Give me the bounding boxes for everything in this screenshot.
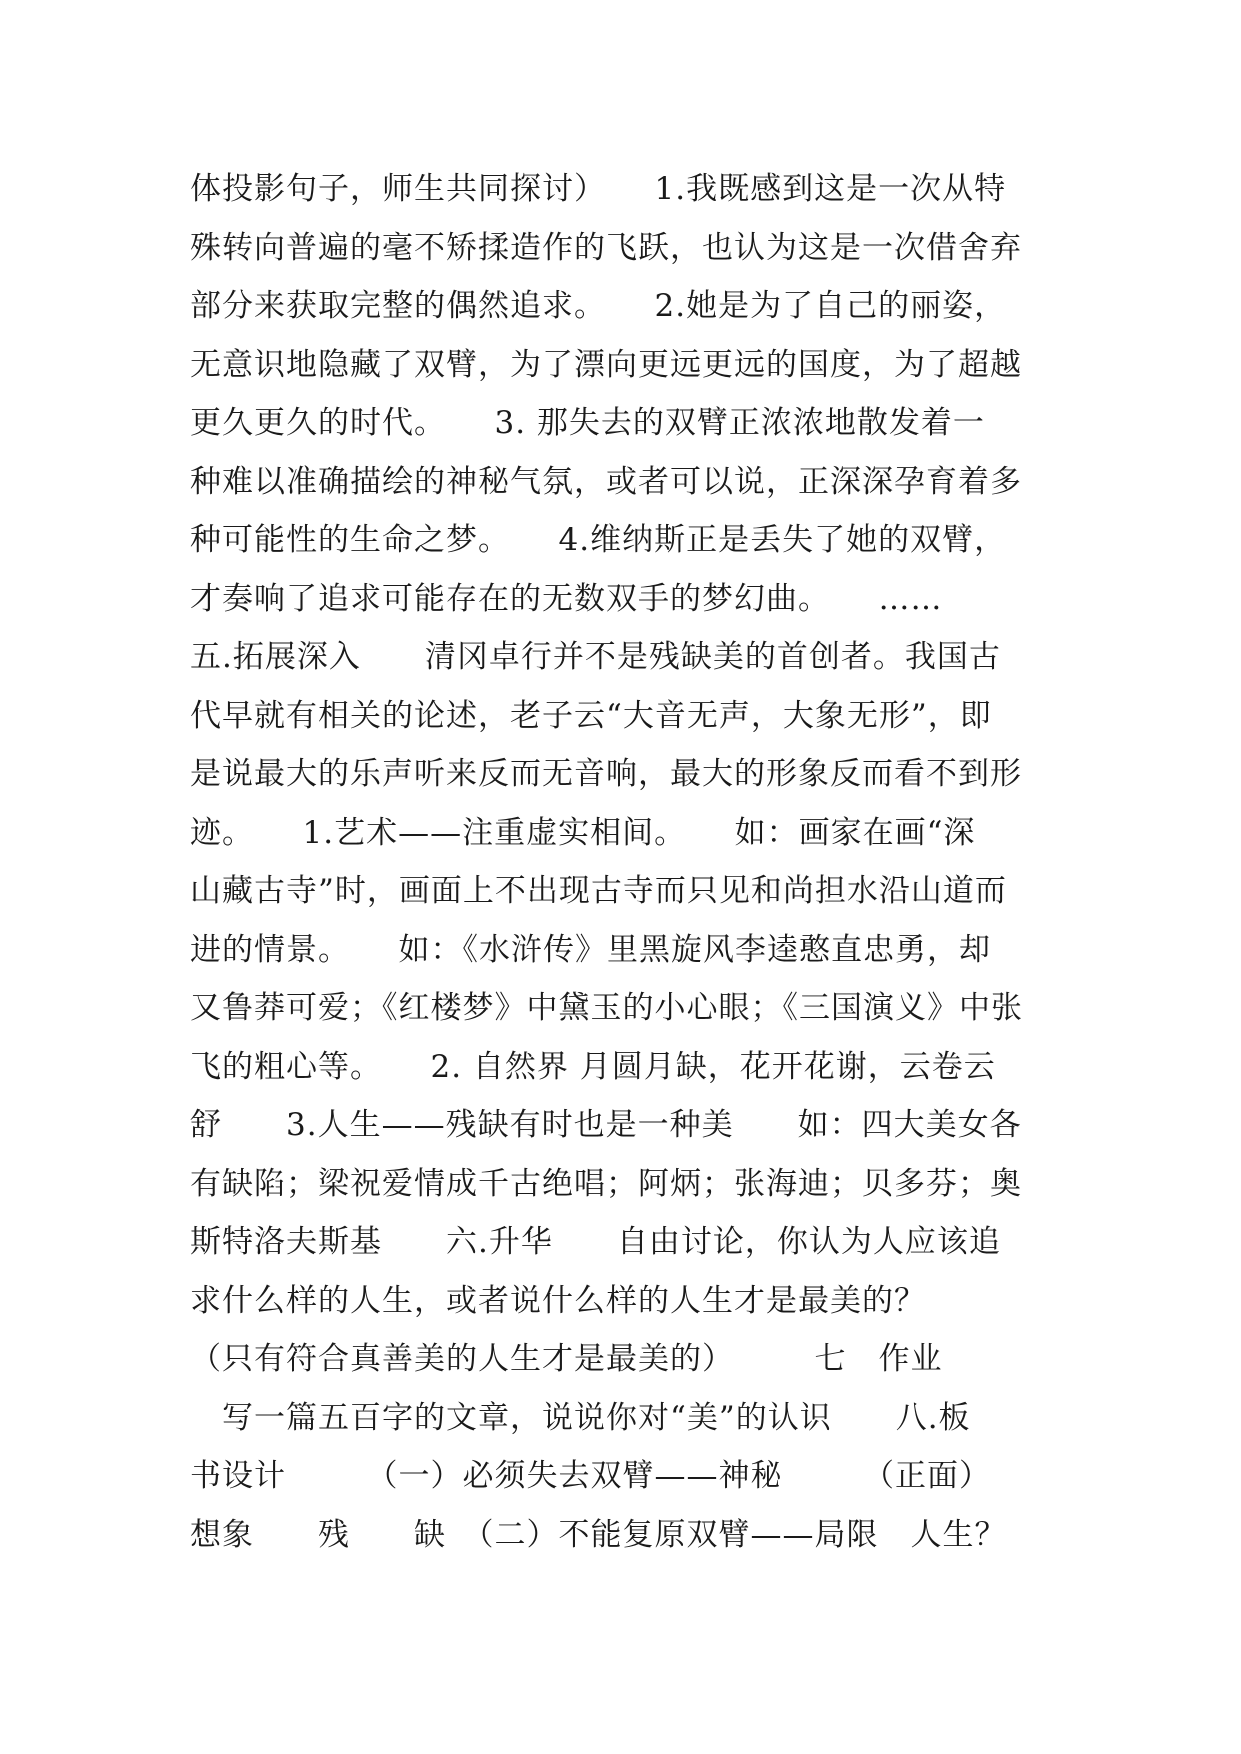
text-line: 才奏响了追求可能存在的无数双手的梦幻曲。 …… xyxy=(190,580,943,617)
text-line: 进的情景。 如：《水浒传》里黑旋风李逵憨直忠勇，却 xyxy=(190,931,991,968)
text-line: 五.拓展深入 清冈卓行并不是残缺美的首创者。我国古 xyxy=(190,639,1001,675)
text-line: 无意识地隐藏了双臂，为了漂向更远更远的国度，为了超越 xyxy=(190,346,1022,383)
text-line: 体投影句子，师生共同探讨） 1.我既感到这是一次从特 xyxy=(190,171,1007,207)
body-text xyxy=(190,160,1070,1564)
text-line: 又鲁莽可爱；《红楼梦》中黛玉的小心眼；《三国演义》中张 xyxy=(190,990,1023,1026)
text-line: 写一篇五百字的文章，说说你对“美”的认识 八.板 xyxy=(190,1399,971,1436)
text-line: 山藏古寺”时，画面上不出现古寺而只见和尚担水沿山道而 xyxy=(190,873,1007,909)
text-line: 种可能性的生命之梦。 4.维纳斯正是丢失了她的双臂， xyxy=(190,522,1007,558)
text-line: 更久更久的时代。 3. 那失去的双臂正浓浓地散发着一 xyxy=(190,405,985,441)
text-line: （只有符合真善美的人生才是最美的） 七 作业 xyxy=(190,1341,943,1377)
text-line: 迹。 1.艺术——注重虚实相间。 如：画家在画“深 xyxy=(190,814,976,851)
text-line: 种难以准确描绘的神秘气氛，或者可以说，正深深孕育着多 xyxy=(190,463,1022,500)
text-line: 舒 3.人生——残缺有时也是一种美 如：四大美女各 xyxy=(190,1107,1022,1143)
text-line: 求什么样的人生，或者说什么样的人生才是最美的？ xyxy=(190,1282,926,1319)
text-line: 斯特洛夫斯基 六.升华 自由讨论，你认为人应该追 xyxy=(190,1224,1001,1260)
text-line: 书设计 （一）必须失去双臂——神秘 （正面） xyxy=(190,1458,991,1494)
text-line: 是说最大的乐声听来反而无音响，最大的形象反而看不到形 xyxy=(190,756,1022,792)
text-line: 飞的粗心等。 2. 自然界 月圆月缺，花开花谢，云卷云 xyxy=(190,1048,996,1085)
text-line: 有缺陷；梁祝爱情成千古绝唱；阿炳；张海迪；贝多芬；奥 xyxy=(190,1165,1022,1202)
text-line: 殊转向普遍的毫不矫揉造作的飞跃，也认为这是一次借舍弃 xyxy=(190,229,1022,266)
text-line: 代早就有相关的论述，老子云“大音无声，大象无形”，即 xyxy=(190,697,992,734)
text-line: 部分来获取完整的偶然追求。 2.她是为了自己的丽姿， xyxy=(190,288,1007,324)
text-line: 想象 残 缺 （二）不能复原双臂——局限 人生？ xyxy=(190,1516,1007,1553)
